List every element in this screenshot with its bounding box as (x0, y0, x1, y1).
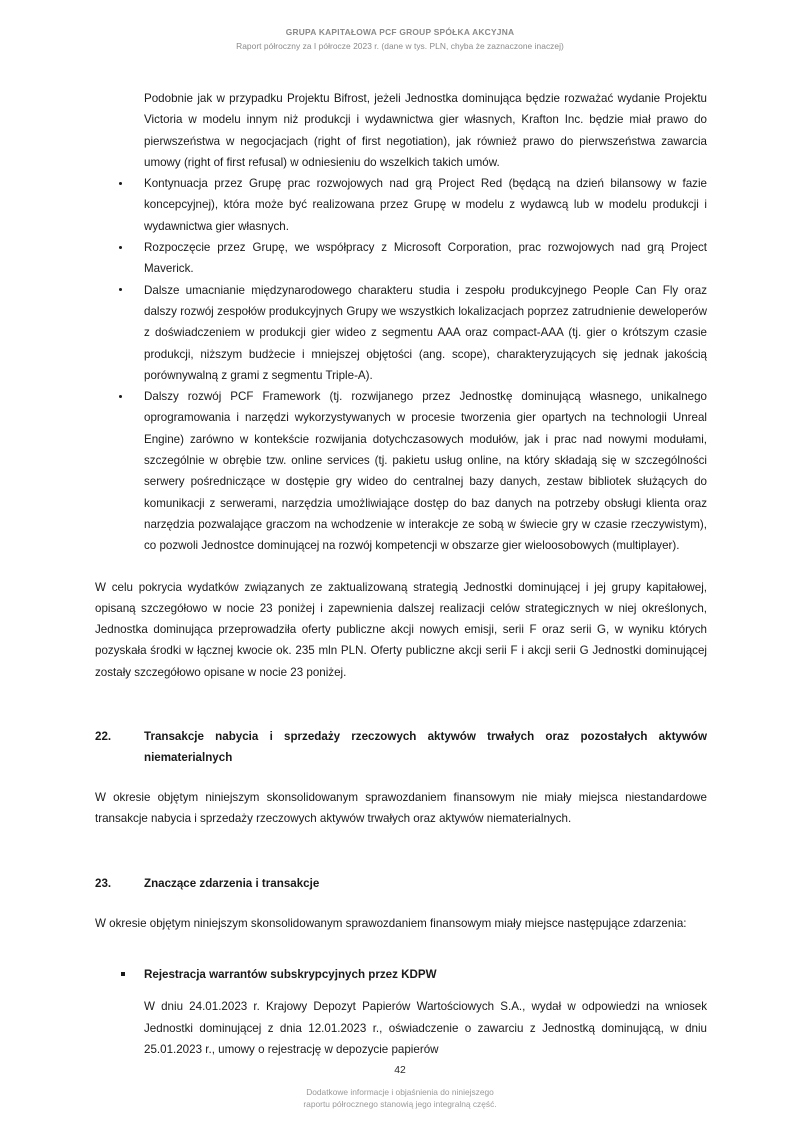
bullet-square-icon (121, 972, 125, 976)
footer-note (0, 1086, 800, 1111)
subitem-paragraph-kdpw: W dniu 24.01.2023 r. Krajowy Depozyt Papierów Wartościowych S.A., wydał w odpowiedzi na wniosek Jednostki dominującej z dnia 12.01.2023 r., oświadczenie o zawarciu z Jednostką dominującą, w dniu 25.01.2023 r., umowy o rejestrację w depozycie papierów (144, 1000, 707, 1056)
section-title: Znaczące zdarzenia i transakcje (144, 876, 320, 890)
document-footer (0, 1064, 800, 1111)
section-title: Transakcje nabycia i sprzedaży rzeczowych aktywów trwałych oraz pozostałych aktywów niematerialnych (144, 730, 707, 764)
document-header (0, 26, 800, 53)
subitem-title-text: Rejestracja warrantów subskrypcyjnych przez KDPW (144, 968, 437, 982)
subitem-heading-kdpw (95, 964, 707, 985)
document-body (95, 88, 707, 1060)
section-heading-22 (95, 727, 707, 768)
bullet-dot-icon (119, 182, 122, 185)
bullet-dot-icon (119, 288, 122, 291)
list-item (95, 237, 707, 280)
section-22-paragraph: W okresie objętym niniejszym skonsolidowanym sprawozdaniem finansowym nie miały miejsca niestandardowe transakcje nabycia i sprzedaży rzeczowych aktywów trwałych oraz aktywów niematerialnych. (95, 791, 707, 826)
section-heading-23 (95, 874, 707, 895)
footer-note-line-1: Dodatkowe informacje i objaśnienia do niniejszego (306, 1086, 494, 1097)
intro-paragraph: Podobnie jak w przypadku Projektu Bifrost, jeżeli Jednostka dominująca będzie rozważać wydanie Projektu Victoria w modelu innym niż produkcji i wydawnictwa gier własnych, Krafton Inc. będzie miał prawo do pierwszeństwa w negocjacjach (right of first negotiation), jak również prawo do pierwszeństwa zawarcia umowy (right of first refusal) w odniesieniu do wszelkich takich umów. (144, 92, 707, 169)
section-number: 23. (95, 876, 112, 890)
page-number: 42 (394, 1064, 406, 1076)
list-item (95, 280, 707, 386)
section-number: 22. (95, 730, 112, 744)
list-item-text: Dalsze umacnianie międzynarodowego charakteru studia i zespołu produkcyjnego People Can Fly oraz dalszy rozwój zespołów produkcyjnych Grupy we wszystkich lokalizacjach poprzez zatrudnienie deweloperów z doświadczeniem w produkcji gier wideo z segmentu AAA oraz compact-AAA (tj. gier o krótszym czasie produkcji, niższym budżecie i mniejszej objętości (ang. scope), charakteryzujących się jednak jakością porównywalną z grami z segmentu Triple-A). (144, 283, 707, 382)
list-item-text: Dalszy rozwój PCF Framework (tj. rozwijanego przez Jednostkę dominującą własnego, unikalnego oprogramowania i narzędzi wykorzystywanych w procesie tworzenia gier opartych na technologii Unreal Engine) zarówno w kontekście rozwijania dotychczasowych modułów, jak i prac nad nowymi modułami, szczególnie w obrębie tzw. online services (tj. pakietu usług online, na który składają się w szczególności serwery pośredniczące w dostępie gry wideo do centralnej bazy danych, zestaw bibliotek służących do komunikacji z serwerami, narzędzia umożliwiające dostęp do baz danych na potrzeby obsługi klienta oraz narzędzia pozwalające graczom na wchodzenie w interakcje ze sobą w świecie gry w czasie rzeczywistym), co pozwoli Jednostce dominującej na rozwój kompetencji w obszarze gier wieloosobowych (multiplayer). (144, 390, 707, 553)
section-23-paragraph: W okresie objętym niniejszym skonsolidowanym sprawozdaniem finansowym miały miejsce następujące zdarzenia: (95, 917, 687, 931)
funding-paragraph: W celu pokrycia wydatków związanych ze zaktualizowaną strategią Jednostki dominującej i jej grupy kapitałowej, opisaną szczegółowo w nocie 23 poniżej i zapewnienia dalszej realizacji celów strategicznych w niej określonych, Jednostka dominująca przeprowadziła oferty publiczne akcji nowych emisji, serii F oraz serii G, w wyniku których pozyskała środki w łącznej kwocie ok. 235 mln PLN. Oferty publiczne akcji serii F i akcji serii G Jednostki dominującej zostały szczegółowo opisane w nocie 23 poniżej. (95, 580, 707, 679)
header-report-subtitle: Raport półroczny za I półrocze 2023 r. (dane w tys. PLN, chyba że zaznaczone inaczej) (236, 41, 564, 51)
list-item (95, 386, 707, 556)
footer-note-line-2: raportu półrocznego stanowią jego integralną część. (303, 1099, 497, 1110)
header-company-name: GRUPA KAPITAŁOWA PCF GROUP SPÓŁKA AKCYJNA (285, 27, 515, 37)
list-item (95, 173, 707, 237)
strategy-bullet-list (95, 173, 707, 556)
list-item-text: Rozpoczęcie przez Grupę, we współpracy z Microsoft Corporation, prac rozwojowych nad grą Project Maverick. (144, 241, 707, 276)
bullet-dot-icon (119, 246, 122, 249)
list-item-text: Kontynuacja przez Grupę prac rozwojowych nad grą Project Red (będącą na dzień bilansowy w fazie koncepcyjnej), która może być realizowana przez Grupę w modelu z wydawcą lub w modelu produkcji i wydawnictwa gier własnych. (144, 177, 707, 233)
bullet-dot-icon (119, 395, 122, 398)
